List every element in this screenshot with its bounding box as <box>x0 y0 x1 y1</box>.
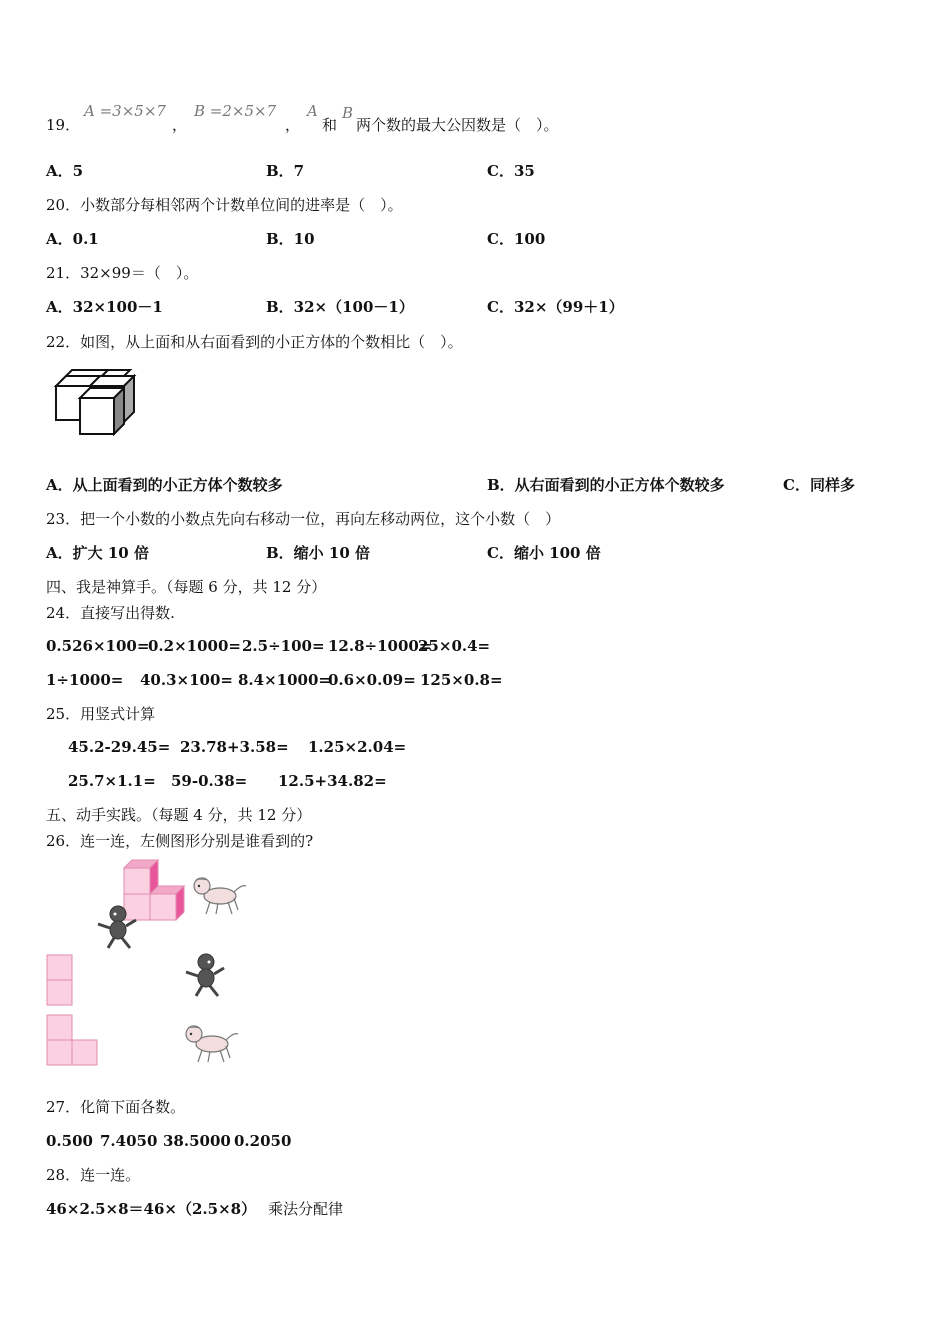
dog-icon <box>182 1022 240 1064</box>
q28-right-law[interactable]: 乘法分配律 <box>268 1200 344 1218</box>
calc-item: 8.4×1000= <box>238 671 331 689</box>
calc-item: 2.5÷100= <box>242 637 325 655</box>
number-item: 0.2050 <box>234 1132 292 1150</box>
calc-item: 0.6×0.09= <box>328 671 416 689</box>
number-item: 38.5000 <box>163 1132 231 1150</box>
calc-item: 0.2×1000= <box>148 637 241 655</box>
l-shape-squares <box>46 1014 100 1068</box>
q21-option-c[interactable]: C．32×（99＋1） <box>487 298 624 316</box>
two-square-column-shape <box>46 954 74 1008</box>
q20-option-a[interactable]: A．0.1 <box>46 230 99 248</box>
question-21: 21．32×99＝（ ）。 <box>46 264 199 282</box>
calc-item: 45.2-29.45= <box>68 738 171 756</box>
question-23: 23．把一个小数的小数点先向右移动一位，再向左移动两位，这个小数（ ） <box>46 510 561 528</box>
question-25: 25．用竖式计算 <box>46 705 156 723</box>
question-27: 27．化简下面各数。 <box>46 1098 186 1116</box>
q19-var-b: B <box>342 104 354 122</box>
q25-row-1 <box>68 737 406 757</box>
calc-item: 1÷1000= <box>46 671 124 689</box>
question-26: 26．连一连，左侧图形分别是谁看到的? <box>46 832 314 850</box>
calc-item: 12.8÷1000= <box>328 637 432 655</box>
monkey-icon <box>182 952 228 998</box>
q22-option-a[interactable]: A．从上面看到的小正方体个数较多 <box>46 476 283 494</box>
q28-left-expression[interactable]: 46×2.5×8＝46×（2.5×8） <box>46 1200 257 1218</box>
number-item: 7.4050 <box>100 1132 158 1150</box>
q21-option-a[interactable]: A．32×100－1 <box>46 298 163 316</box>
q23-option-a[interactable]: A．扩大 10 倍 <box>46 544 149 562</box>
question-24: 24．直接写出得数. <box>46 604 175 622</box>
monkey-icon <box>94 904 140 950</box>
q19-separator-2: ， <box>285 116 301 134</box>
q21-option-b[interactable]: B．32×（100－1） <box>266 298 414 316</box>
calc-item: 59-0.38= <box>171 772 248 790</box>
q27-numbers <box>46 1131 291 1151</box>
calc-item: 25.7×1.1= <box>68 772 156 790</box>
q19-option-c[interactable]: C．35 <box>487 162 535 180</box>
number-item: 0.500 <box>46 1132 93 1150</box>
q24-row-1 <box>46 636 490 656</box>
calc-item: 0.526×100= <box>46 637 150 655</box>
q19-option-a[interactable]: A．5 <box>46 162 84 180</box>
question-28: 28．连一连。 <box>46 1166 141 1184</box>
calc-item: 12.5+34.82= <box>278 772 387 790</box>
q23-option-b[interactable]: B．缩小 10 倍 <box>266 544 370 562</box>
q23-option-c[interactable]: C．缩小 100 倍 <box>487 544 601 562</box>
calc-item: 1.25×2.04= <box>308 738 407 756</box>
cube-stack-figure <box>50 368 140 442</box>
section-5-title: 五、动手实践。（每题 4 分，共 12 分） <box>46 806 312 824</box>
q25-row-2 <box>68 771 387 791</box>
q24-row-2 <box>46 670 503 690</box>
q19-separator-1: ， <box>172 116 188 134</box>
q22-option-c[interactable]: C．同样多 <box>783 476 855 494</box>
calc-item: 125×0.8= <box>420 671 503 689</box>
question-22: 22．如图，从上面和从右面看到的小正方体的个数相比（ ）。 <box>46 333 463 351</box>
dog-icon <box>190 874 248 916</box>
q22-option-b[interactable]: B．从右面看到的小正方体个数较多 <box>487 476 725 494</box>
q19-he: 和 <box>322 116 338 134</box>
question-19 <box>46 115 80 135</box>
section-4-title: 四、我是神算手。（每题 6 分，共 12 分） <box>46 578 327 596</box>
q19-number: 19． <box>46 116 81 134</box>
q19-formula-b: B =2×5×7 <box>194 102 277 120</box>
q20-option-b[interactable]: B．10 <box>266 230 315 248</box>
q19-var-a: A <box>307 102 318 120</box>
calc-item: 40.3×100= <box>140 671 233 689</box>
q19-formula-a: A =3×5×7 <box>84 102 166 120</box>
question-20: 20．小数部分每相邻两个计数单位间的进率是（ ）。 <box>46 196 403 214</box>
calc-item: 23.78+3.58= <box>180 738 289 756</box>
q19-option-b[interactable]: B．7 <box>266 162 305 180</box>
q20-option-c[interactable]: C．100 <box>487 230 546 248</box>
q19-text: 两个数的最大公因数是（ ）。 <box>356 116 559 134</box>
calc-item: 25×0.4= <box>418 637 491 655</box>
